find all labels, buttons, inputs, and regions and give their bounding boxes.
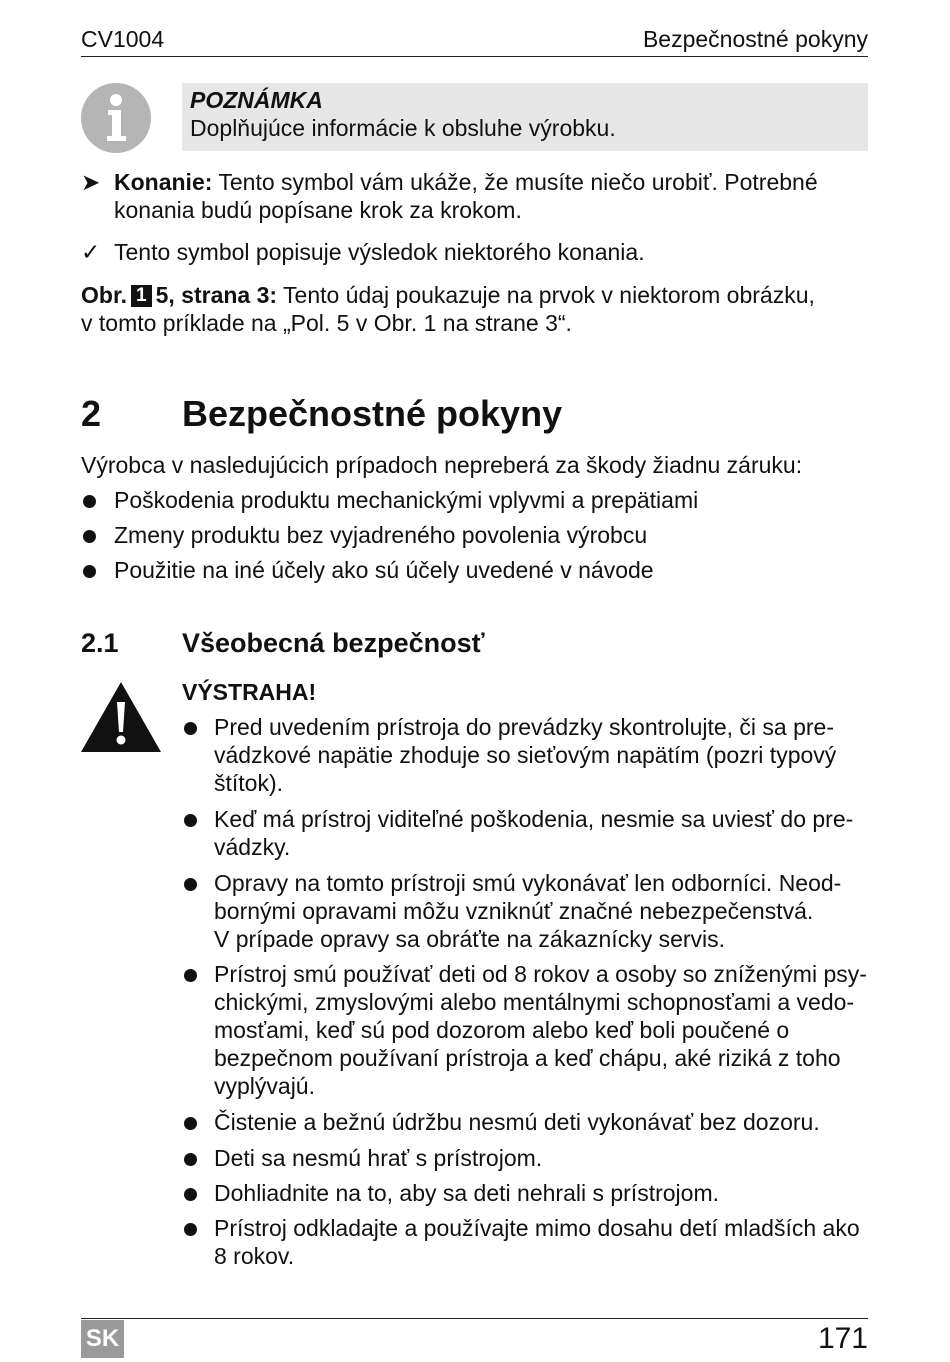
bullet-icon (83, 565, 96, 578)
bullet-icon (83, 495, 96, 508)
warning-item-line: 8 rokov. (214, 1243, 295, 1269)
bullet-icon (184, 878, 197, 891)
section-number: 2 (81, 393, 102, 434)
warning-title: VÝSTRAHA! (182, 679, 317, 705)
bullet-icon (184, 814, 197, 827)
warning-item-line: bornými opravami môžu vzniknúť značné nebezpečenstvá. (214, 898, 814, 924)
bullet-icon (184, 969, 197, 982)
arrow-icon: ➤ (81, 169, 101, 195)
warning-item-line: vádzky. (214, 834, 291, 860)
warning-item-line: bezpečnom používaní prístroja a keď chápu, aké riziká z toho (214, 1045, 841, 1071)
warning-item-line: chickými, zmyslovými alebo mentálnymi schopnosťami a vedo- (214, 989, 855, 1015)
list-item-text: Použitie na iné účely ako sú účely uvedené v návode (114, 557, 654, 583)
figure-label-start: Obr. (81, 282, 128, 308)
note-text: Doplňujúce informácie k obsluhe výrobku. (190, 115, 616, 141)
result-text: Tento symbol popisuje výsledok niektorého konania. (114, 239, 645, 265)
language-badge: SK (81, 1320, 124, 1358)
list-item-text: Zmeny produktu bez vyjadreného povolenia výrobcu (114, 522, 648, 548)
page-number: 171 (817, 1322, 868, 1355)
info-icon (81, 83, 151, 153)
header-rule (81, 56, 868, 57)
subsection-number: 2.1 (81, 628, 119, 658)
warning-item-line: Pred uvedením prístroja do prevádzky skontrolujte, či sa pre- (214, 714, 835, 740)
bullet-icon (184, 722, 197, 735)
warning-item-line: vyplývajú. (214, 1073, 315, 1099)
bullet-icon (184, 1188, 197, 1201)
warning-item-line: Deti sa nesmú hrať s prístrojom. (214, 1145, 543, 1171)
warning-item-line: mosťami, keď sú pod dozorom alebo keď boli poučené o (214, 1017, 790, 1043)
footer-rule (81, 1318, 868, 1319)
subsection-title: Všeobecná bezpečnosť (182, 628, 485, 658)
figure-text-line2: v tomto príklade na „Pol. 5 v Obr. 1 na strane 3“. (81, 310, 572, 336)
bullet-icon (184, 1117, 197, 1130)
section-title: Bezpečnostné pokyny (182, 393, 563, 434)
action-label: Konanie: (114, 169, 213, 195)
figure-text-line1: Tento údaj poukazuje na prvok v niektorom obrázku, (277, 282, 815, 308)
warning-item-line: Keď má prístroj viditeľné poškodenia, nesmie sa uviesť do pre- (214, 806, 854, 832)
figure-label-end: 5, strana 3: (155, 282, 278, 308)
warning-item-line: štítok). (214, 770, 284, 796)
warning-item-line: Prístroj odkladajte a používajte mimo dosahu detí mladších ako (214, 1215, 860, 1241)
header-model: CV1004 (81, 26, 165, 52)
warning-item-line: Opravy na tomto prístroji smú vykonávať len odborníci. Neod- (214, 870, 842, 896)
header-section-title: Bezpečnostné pokyny (642, 26, 868, 52)
note-title: POZNÁMKA (190, 87, 323, 113)
warning-item-line: Čistenie a bežnú údržbu nesmú deti vykonávať bez dozoru. (214, 1109, 820, 1135)
list-item-text: Poškodenia produktu mechanickými vplyvmi a prepätiami (114, 487, 699, 513)
action-text-line2: konania budú popísane krok za krokom. (114, 197, 522, 223)
bullet-icon (184, 1223, 197, 1236)
figure-reference (81, 281, 868, 337)
warning-triangle-icon (81, 682, 161, 752)
warning-item-line: vádzkové napätie zhoduje so sieťovým napätím (pozri typový (214, 742, 837, 768)
action-text-line1: Tento symbol vám ukáže, že musíte niečo urobiť. Potrebné (212, 169, 818, 195)
warning-item-line: V prípade opravy sa obráťte na zákaznícky servis. (214, 926, 726, 952)
check-icon: ✓ (81, 239, 101, 265)
bullet-icon (184, 1153, 197, 1166)
warning-item-line: Dohliadnite na to, aby sa deti nehrali s prístrojom. (214, 1180, 719, 1206)
section-intro: Výrobca v nasledujúcich prípadoch nepreberá za škody žiadnu záruku: (81, 452, 803, 478)
bullet-icon (83, 530, 96, 543)
warning-item-line: Prístroj smú používať deti od 8 rokov a osoby so zníženými psy- (214, 961, 867, 987)
figure-number-badge: 1 (131, 285, 152, 307)
